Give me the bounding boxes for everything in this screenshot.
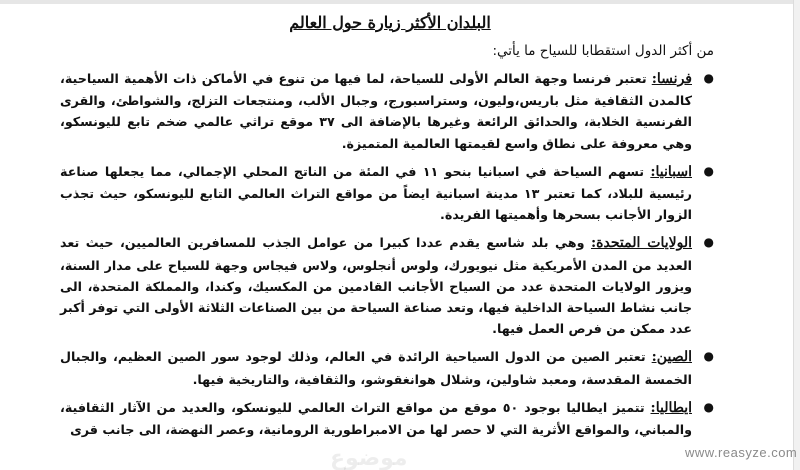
- list-item: [60, 232, 720, 339]
- bullet-icon: ●: [703, 349, 714, 364]
- list-item: [60, 397, 720, 440]
- intro-text: من أكثر الدول استقطابا للسياح ما يأتي:: [492, 43, 714, 59]
- item-term: فرنسا:: [651, 71, 692, 87]
- page-right-edge: [793, 0, 800, 470]
- list-item: [60, 346, 720, 389]
- page-top-edge: [0, 0, 800, 4]
- bullet-icon: ●: [703, 235, 714, 250]
- watermark-site: www.reasyze.com: [685, 445, 798, 460]
- item-text: تتميز ايطاليا بوجود ٥٠ موقع من مواقع التراث العالمي لليونسكو، والعديد من الآثار الثقافية، والمباني، والمواقع الأثرية التي لا حصر لها من الامبراطورية الرومانية، وعصر النهضة، الى جانب قرى: [60, 399, 692, 438]
- bullet-icon: ●: [703, 399, 714, 414]
- item-term: الولايات المتحدة:: [590, 235, 692, 252]
- watermark-logo: موضوع: [330, 446, 408, 470]
- document-title: البلدان الأكثر زيارة حول العالم: [289, 13, 491, 32]
- item-text: تعتبر الصين من الدول السياحية الرائدة في العالم، وذلك لوجود سور الصين العظيم، والجبال الخمسة المقدسة، ومعبد شاولين، وشلال هوانغقوشو، والثقافية، والتاريخية فيها.: [60, 349, 692, 387]
- document-content: [60, 10, 720, 447]
- item-text: تسهم السياحة في اسبانيا بنحو ١١ في المئة من الناتج المحلي الإجمالي، مما يجعلها صناعة رئيسية للبلاد، كما تعتبر ١٣ مدينة اسبانية ايضاً من مواقع التراث العالمي التابع لليونسكو، حيث تجذب الزوار الأجانب بسحرها وأهميتها الفريدة.: [60, 163, 692, 223]
- bullet-icon: ●: [703, 163, 714, 178]
- item-term: اسبانيا:: [650, 163, 692, 180]
- list-item: [60, 68, 720, 154]
- item-term: ايطاليا:: [650, 399, 692, 416]
- item-text: وهي بلد شاسع يقدم عددا كبيرا من عوامل الجذب للمسافرين العالميين، حيث تعد العديد من المدن الأمريكية مثل نيويورك، ولوس أنجلوس، ولاس فيجاس وجهة للسياح على مدار السنة، ويزور الولايات المتحدة عدد من السياح الأجانب القادمين من المكسيك، وكندا، والمملكة المتحدة، الى جانب نشاط السياحة الداخلية فيها، وتعد صناعة السياحة من بين الصناعات الثلاثة الأولى التي توفر أكبر عدد ممكن من فرص العمل فيها.: [60, 235, 692, 337]
- list-item: [60, 161, 720, 226]
- bullet-icon: ●: [703, 71, 714, 85]
- item-text: تعتبر فرنسا وجهة العالم الأولى للسياحة، لما فيها من تنوع في الأماكن ذات الأهمية السياحية، كالمدن الثقافية مثل باريس،وليون، وستراسبورج، وجبال الألب، ومنتجعات التزلج، والشواطئ، والقرى الفرنسية الخلابة، والحدائق الرائعة وغيرها بالإضافة الى ٣٧ موقع تراثي عالمي ضخم تابع لليونسكو، وهي معروفة على نطاق واسع لقيمتها العالمية المتميزة.: [60, 71, 692, 151]
- item-term: الصين:: [651, 349, 692, 366]
- country-list: [60, 68, 720, 440]
